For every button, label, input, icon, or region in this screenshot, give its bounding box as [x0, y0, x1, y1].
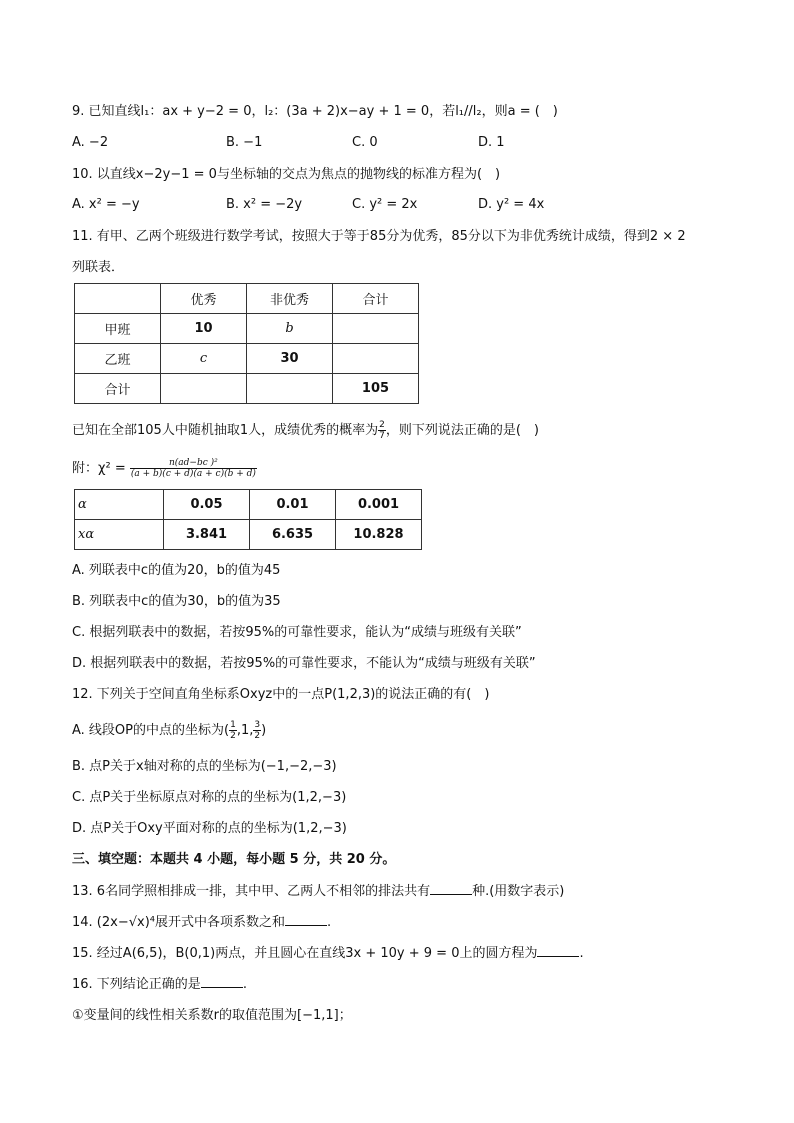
table-cell: 合计 [75, 374, 161, 404]
table-cell [333, 344, 419, 374]
midpoint-x-fraction [229, 720, 237, 741]
table-row [75, 490, 422, 520]
q15-post: . [579, 946, 584, 961]
q10-option-b: B. x² = −2y [226, 197, 303, 212]
table-row [75, 520, 422, 550]
q14-post: . [327, 915, 332, 930]
table-cell: 0.001 [336, 490, 422, 520]
q13 [72, 882, 564, 901]
chi-square-formula [72, 456, 257, 482]
table-cell: α [75, 490, 164, 520]
table-cell: 105 [333, 374, 419, 404]
q12-option-a [72, 718, 266, 744]
fraction-denominator: 2 [230, 731, 236, 741]
table-cell [75, 284, 161, 314]
table-cell: 30 [247, 344, 333, 374]
q12-option-a-post: ) [261, 723, 267, 738]
table-header-row [75, 284, 419, 314]
table-cell: 10.828 [336, 520, 422, 550]
table-cell: 乙班 [75, 344, 161, 374]
q11-stem-line1: 11. 有甲、乙两个班级进行数学考试，按照大于等于85分为优秀，85分以下为非优秀统计成绩，得到2 × 2 [72, 229, 686, 244]
q10-option-c: C. y² = 2x [352, 197, 418, 212]
q9-stem: 9. 已知直线l₁：ax + y−2 = 0，l₂：(3a + 2)x−ay + 1 = 0，若l₁//l₂，则a = ( ) [72, 104, 558, 119]
formula-fraction [130, 458, 257, 479]
table-cell: b [247, 314, 333, 344]
contingency-table [74, 283, 419, 404]
table-cell: 非优秀 [247, 284, 333, 314]
q10-stem: 10. 以直线x−2y−1 = 0与坐标轴的交点为焦点的抛物线的标准方程为( ) [72, 167, 501, 182]
q11-stem-line2: 列联表． [72, 260, 125, 275]
answer-blank [537, 944, 579, 957]
answer-blank [285, 913, 327, 926]
q11-option-d: D. 根据列联表中的数据，若按95%的可靠性要求，不能认为“成绩与班级有关联” [72, 656, 536, 671]
table-row [75, 314, 419, 344]
critical-value-table [74, 489, 422, 550]
q9-option-b: B. −1 [226, 135, 263, 150]
q9-options [72, 135, 732, 153]
q14 [72, 913, 331, 932]
q12-option-a-mid: ,1, [236, 723, 254, 738]
q12-stem: 12. 下列关于空间直角坐标系Oxyz中的一点P(1,2,3)的说法正确的有( ) [72, 687, 490, 702]
table-cell: 0.05 [164, 490, 250, 520]
q12-option-c: C. 点P关于坐标原点对称的点的坐标为(1,2,−3) [72, 790, 347, 805]
table-cell: 优秀 [161, 284, 247, 314]
q11-option-a: A. 列联表中c的值为20，b的值为45 [72, 563, 281, 578]
table-cell: xα [75, 520, 164, 550]
midpoint-z-fraction [253, 720, 261, 741]
fraction-numerator: 3 [254, 720, 261, 730]
answer-blank [430, 882, 472, 895]
fraction-numerator: 2 [379, 420, 385, 430]
q9-option-c: C. 0 [352, 135, 378, 150]
fraction-numerator: 1 [230, 720, 236, 730]
section-heading: 三、填空题：本题共 4 小题，每小题 5 分，共 20 分。 [72, 852, 396, 867]
q12-option-b: B. 点P关于x轴对称的点的坐标为(−1,−2,−3) [72, 759, 337, 774]
q14-pre: 14. (2x−√x)⁴展开式中各项系数之和 [72, 915, 285, 930]
q15 [72, 944, 584, 963]
table-cell: 合计 [333, 284, 419, 314]
q11-question-post: ，则下列说法正确的是( ) [385, 423, 539, 438]
q16-pre: 16. 下列结论正确的是 [72, 977, 201, 992]
q11-question-pre: 已知在全部105人中随机抽取1人，成绩优秀的概率为 [72, 423, 379, 438]
probability-fraction [378, 420, 386, 441]
q16-post: . [242, 977, 247, 992]
q10-options [72, 197, 732, 215]
table-cell [161, 374, 247, 404]
q9-option-a: A. −2 [72, 135, 109, 150]
q12-option-d: D. 点P关于Oxy平面对称的点的坐标为(1,2,−3) [72, 821, 347, 836]
q13-post: 种.(用数字表示) [472, 884, 565, 899]
q10-option-d: D. y² = 4x [478, 197, 545, 212]
formula-denominator: (a + b)(c + d)(a + c)(b + d) [130, 469, 256, 479]
table-cell: 0.01 [250, 490, 336, 520]
table-cell: 3.841 [164, 520, 250, 550]
table-row [75, 344, 419, 374]
q13-pre: 13. 6名同学照相排成一排，其中甲、乙两人不相邻的排法共有 [72, 884, 431, 899]
q10-option-a: A. x² = −y [72, 197, 140, 212]
formula-label: 附：χ² = [72, 461, 126, 476]
table-cell: 10 [161, 314, 247, 344]
table-cell: c [161, 344, 247, 374]
q11-question [72, 418, 539, 444]
q11-option-b: B. 列联表中c的值为30，b的值为35 [72, 594, 281, 609]
q15-pre: 15. 经过A(6,5)，B(0,1)两点，并且圆心在直线3x + 10y + 9 = 0上的圆方程为 [72, 946, 538, 961]
table-cell [333, 314, 419, 344]
table-row [75, 374, 419, 404]
q11-option-c: C. 根据列联表中的数据，若按95%的可靠性要求，能认为“成绩与班级有关联” [72, 625, 522, 640]
table-cell [247, 374, 333, 404]
formula-numerator: n(ad−bc )² [130, 458, 257, 469]
q12-option-a-pre: A. 线段OP的中点的坐标为( [72, 723, 230, 738]
q16 [72, 975, 247, 994]
fraction-denominator: 7 [379, 431, 385, 441]
q16-item-1: ①变量间的线性相关系数r的取值范围为[−1,1]； [72, 1008, 352, 1023]
fraction-denominator: 2 [254, 731, 261, 741]
table-cell: 6.635 [250, 520, 336, 550]
table-cell: 甲班 [75, 314, 161, 344]
answer-blank [201, 975, 243, 988]
q9-option-d: D. 1 [478, 135, 505, 150]
